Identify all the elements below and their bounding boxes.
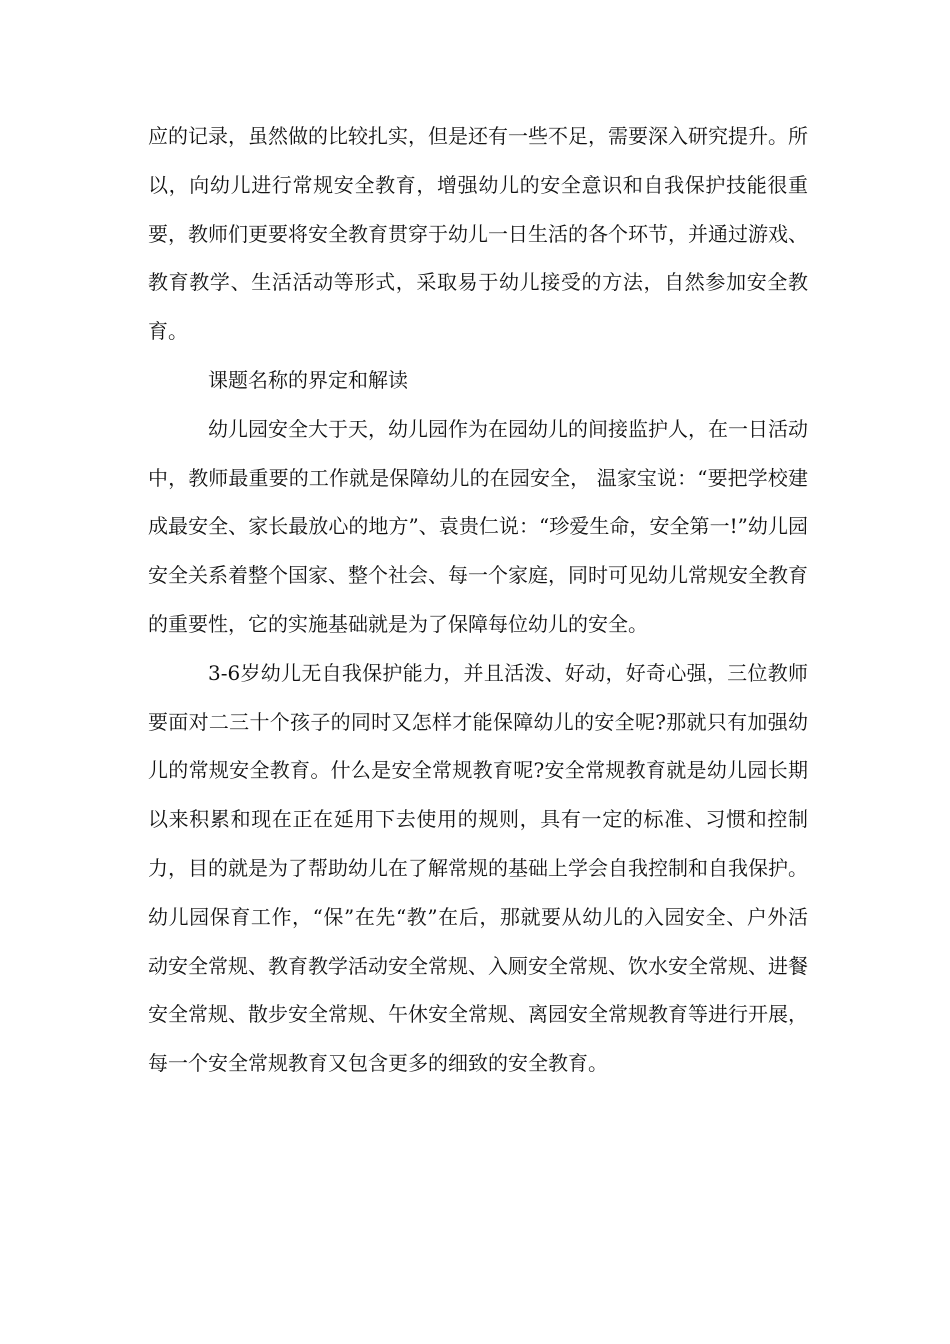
document-body (148, 112, 808, 1088)
paragraph-safety-education: 3-6岁幼儿无自我保护能力，并且活泼、好动，好奇心强，三位教师要面对二三十个孩子的同时又怎样才能保障幼儿的安全呢?那就只有加强幼儿的常规安全教育。什么是安全常规教育呢?安全常规教育就是幼儿园长期以来积累和现在正在延用下去使用的规则，具有一定的标准、习惯和控制力，目的就是为了帮助幼儿在了解常规的基础上学会自我控制和自我保护。幼儿园保育工作，“保”在先“教”在后，那就要从幼儿的入园安全、户外活动安全常规、教育教学活动安全常规、入厕安全常规、饮水安全常规、进餐安全常规、散步安全常规、午休安全常规、离园安全常规教育等进行开展，每一个安全常规教育又包含更多的细致的安全教育。 (148, 660, 808, 1076)
paragraph-definition: 幼儿园安全大于天，幼儿园作为在园幼儿的间接监护人，在一日活动中，教师最重要的工作就是保障幼儿的在园安全， 温家宝说：“要把学校建成最安全、家长最放心的地方”、袁贵仁说：“珍爱生命，安全第一!”幼儿园安全关系着整个国家、整个社会、每一个家庭，同时可见幼儿常规安全教育的重要性，它的实施基础就是为了保障每位幼儿的安全。 (148, 416, 808, 636)
paragraph-continuation: 应的记录，虽然做的比较扎实，但是还有一些不足，需要深入研究提升。所以，向幼儿进行常规安全教育，增强幼儿的安全意识和自我保护技能很重要，教师们更要将安全教育贯穿于幼儿一日生活的各个环节，并通过游戏、教育教学、生活活动等形式，采取易于幼儿接受的方法，自然参加安全教育。 (148, 124, 808, 344)
section-heading: 课题名称的界定和解读 (208, 367, 408, 392)
